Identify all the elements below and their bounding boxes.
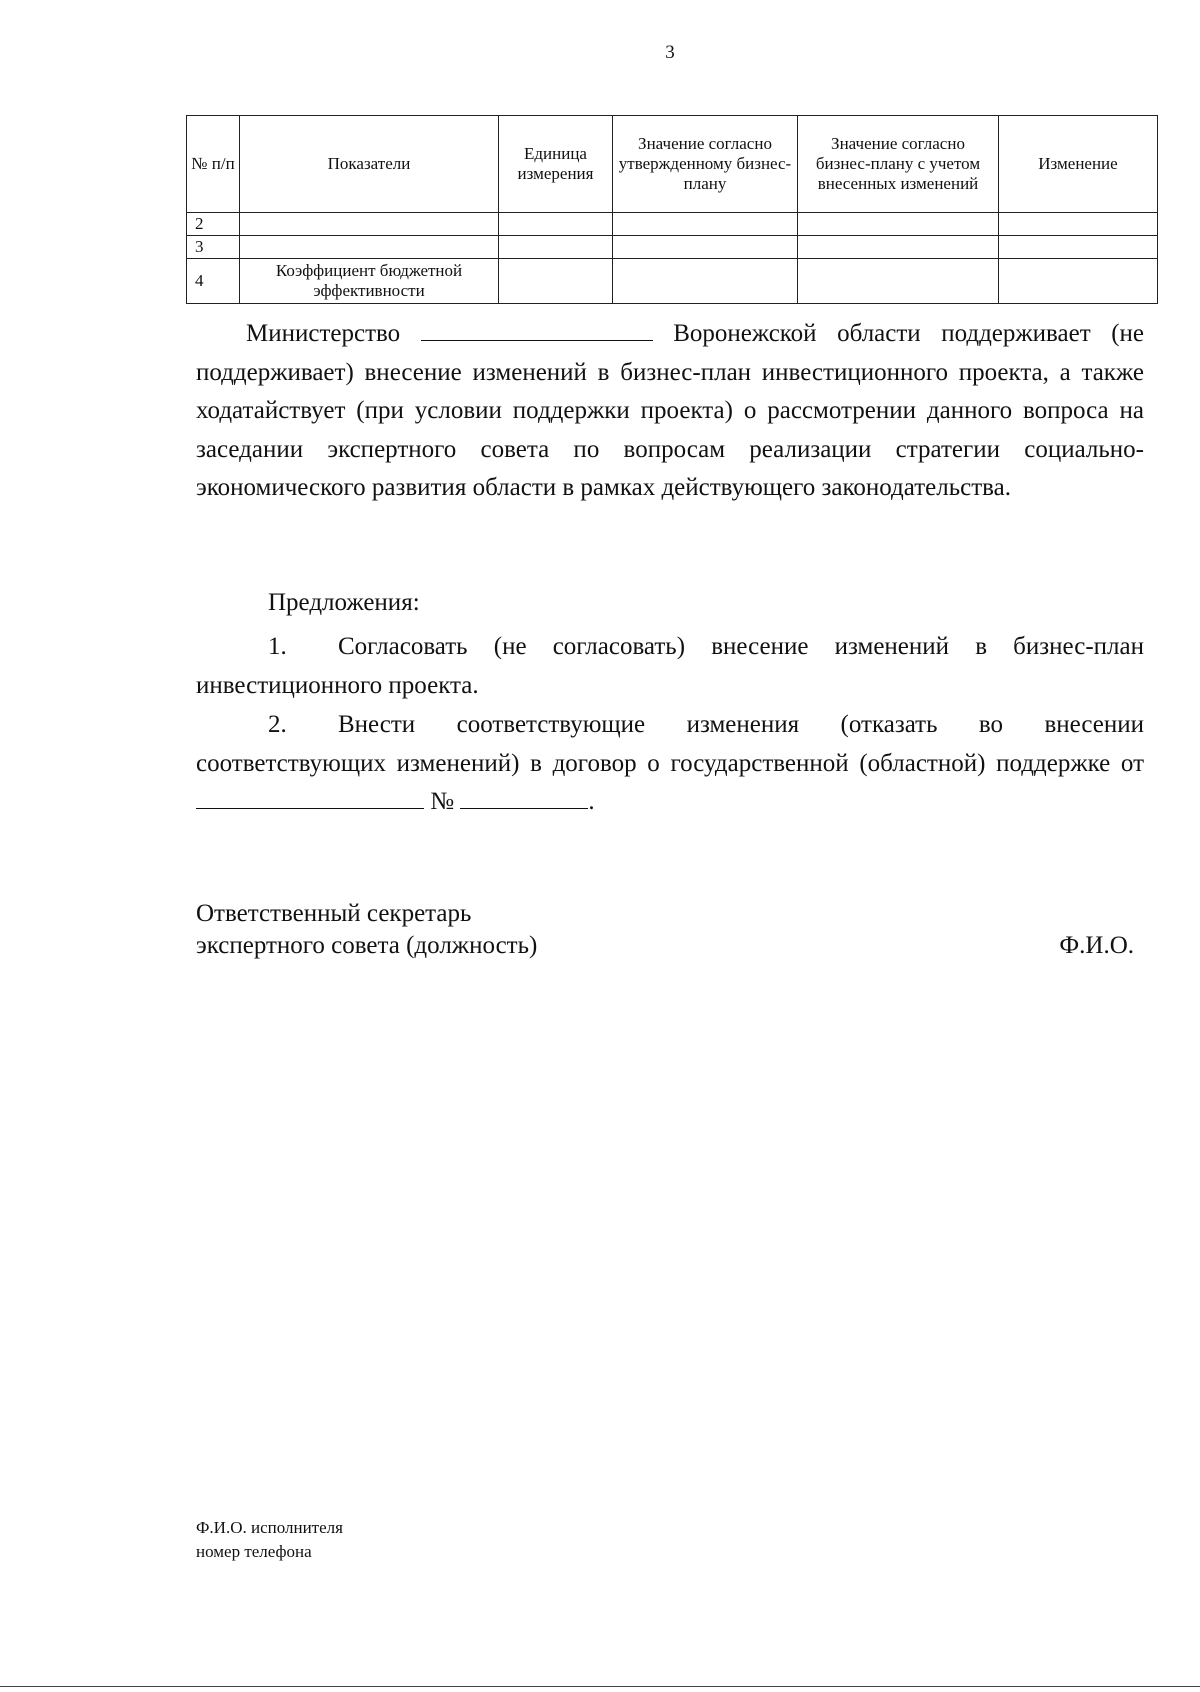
proposal-marker: 2. xyxy=(268,711,287,738)
table-cell xyxy=(240,236,499,259)
table-header-row xyxy=(187,116,1158,213)
table-cell xyxy=(999,259,1158,304)
table-row xyxy=(187,213,1158,236)
column-header-approved-value: Значение согласно утвержденному бизнес-плану xyxy=(613,116,798,213)
signature-block xyxy=(196,898,1134,962)
table-cell: 4 xyxy=(187,259,240,304)
ministry-name-blank xyxy=(421,316,653,341)
table-row xyxy=(187,259,1158,304)
column-header-indicators: Показатели xyxy=(240,116,499,213)
signature-title-line1: Ответственный секретарь xyxy=(196,900,472,927)
table-row xyxy=(187,236,1158,259)
column-header-changed-value: Значение согласно бизнес-плану с учетом внесенных изменений xyxy=(798,116,999,213)
column-header-unit: Единица измерения xyxy=(499,116,613,213)
proposal-text: Внести соответствующие изменения (отказать во внесении соответствующих изменений) в договор о государственной (областной) поддержке от xyxy=(196,711,1144,777)
proposal-end: . xyxy=(588,788,595,816)
executor-name: Ф.И.О. исполнителя xyxy=(196,1518,343,1537)
executor-phone: номер телефона xyxy=(196,1542,312,1561)
proposal-item-2 xyxy=(196,706,1144,822)
ministry-paragraph xyxy=(196,315,1144,508)
indicators-table xyxy=(186,115,1158,304)
table-cell xyxy=(798,213,999,236)
proposal-item-1 xyxy=(196,628,1144,705)
date-blank xyxy=(196,784,424,809)
signature-fio: Ф.И.О. xyxy=(1059,932,1134,959)
table-cell xyxy=(499,213,613,236)
table-cell xyxy=(613,236,798,259)
proposals-heading: Предложения: xyxy=(268,589,420,616)
table-cell xyxy=(798,236,999,259)
table-cell: Коэффициент бюджетной эффективности xyxy=(240,259,499,304)
table-cell xyxy=(240,213,499,236)
column-header-number: № п/п xyxy=(187,116,240,213)
ministry-rest: Воронежской области поддерживает (не поддерживает) внесение изменений в бизнес-план инвестиционного проекта, а также ходатайствует (при условии поддержки проекта) о рассмотрении данного вопроса на заседании экспертного совета по вопросам реализации стратегии социально-экономического развития области в рамках действующего законодательства. xyxy=(196,320,1144,502)
table-cell xyxy=(798,259,999,304)
table-cell: 3 xyxy=(187,236,240,259)
column-header-change: Изменение xyxy=(999,116,1158,213)
table-cell xyxy=(499,236,613,259)
table-cell: 2 xyxy=(187,213,240,236)
number-sign: № xyxy=(430,788,455,816)
bottom-rule xyxy=(0,1686,1200,1687)
table-cell xyxy=(999,213,1158,236)
table-cell xyxy=(613,259,798,304)
table-cell xyxy=(613,213,798,236)
proposal-text: Согласовать (не согласовать) внесение изменений в бизнес-план инвестиционного проекта. xyxy=(196,633,1144,699)
table-cell xyxy=(999,236,1158,259)
page-number: 3 xyxy=(665,42,675,63)
table-cell xyxy=(499,259,613,304)
ministry-start: Министерство xyxy=(246,320,401,347)
number-blank xyxy=(460,784,588,809)
proposal-marker: 1. xyxy=(268,633,287,660)
executor-info xyxy=(196,1516,343,1564)
signature-title-line2: экспертного совета (должность) xyxy=(196,932,538,959)
